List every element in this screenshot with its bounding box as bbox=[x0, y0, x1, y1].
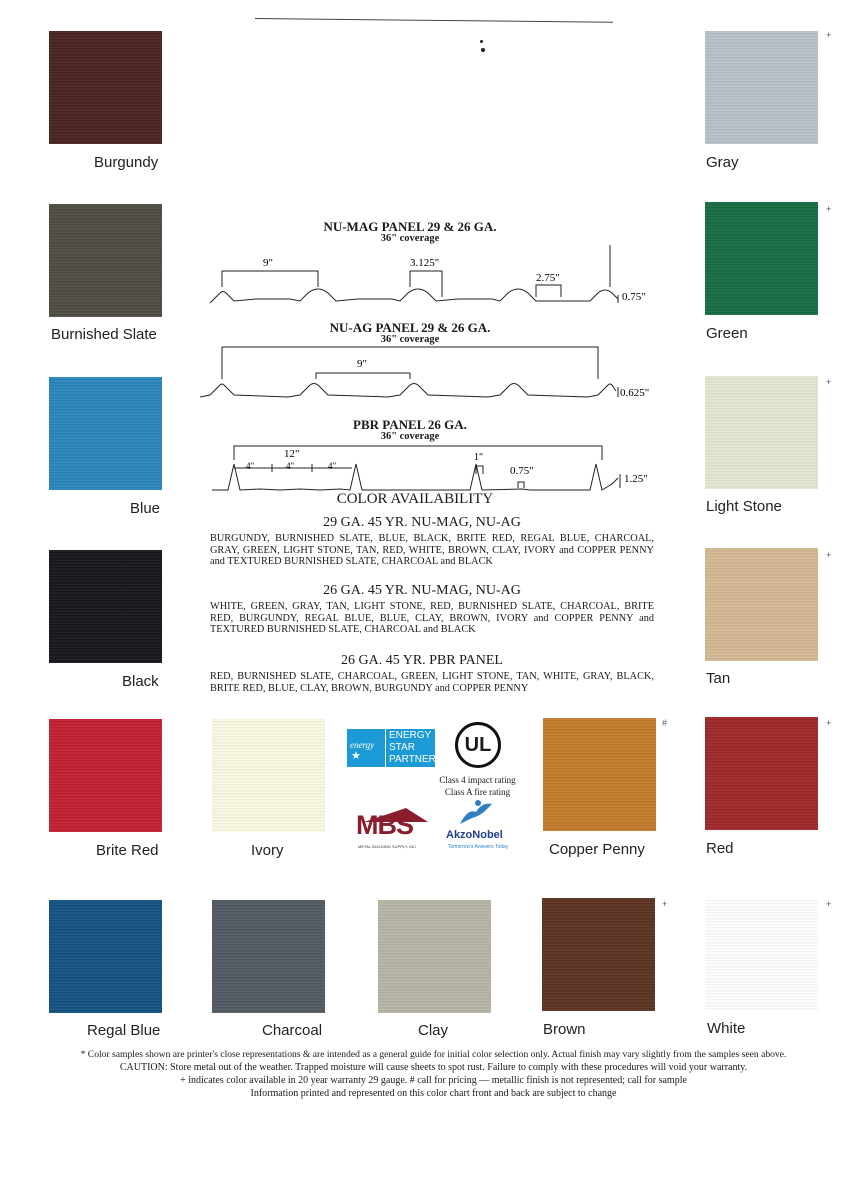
swatch-label-green: Green bbox=[706, 325, 748, 342]
swatch-clay bbox=[378, 900, 491, 1013]
numag-dim-075: 0.75" bbox=[622, 291, 646, 303]
availability-section-body: RED, BURNISHED SLATE, CHARCOAL, GREEN, LIGHT STONE, TAN, WHITE, GRAY, BLACK, BRITE RED, BLUE, CLAY, BROWN, BURGUNDY and COPPER PENNY bbox=[210, 671, 654, 694]
mbs-mark: MBS bbox=[356, 810, 413, 840]
availability-section-body: WHITE, GREEN, GRAY, TAN, LIGHT STONE, RED, BURNISHED SLATE, CHARCOAL, BRITE RED, BURGUNDY, REGAL BLUE, BLUE, CLAY, BROWN, IVORY and COPPER PENNY and TEXTURED BURNISHED SLATE, CHARCOAL and BLACK bbox=[210, 601, 654, 635]
energy-star-line: PARTNER bbox=[389, 754, 436, 765]
ul-rating: Class A fire rating bbox=[444, 787, 511, 797]
swatch-label-white: White bbox=[707, 1020, 746, 1037]
akzonobel-figure-icon bbox=[456, 798, 496, 828]
swatch-light-stone bbox=[705, 376, 818, 489]
akzonobel-tagline: Tomorrow's Answers Today bbox=[448, 844, 509, 850]
nuag-profile-diagram bbox=[200, 345, 670, 405]
pbr-dim-4c: 4" bbox=[328, 461, 337, 471]
swatch-label-brite-red: Brite Red bbox=[96, 842, 159, 859]
ul-rating: Class 4 impact rating bbox=[439, 775, 516, 785]
swatch-brite-red bbox=[49, 719, 162, 832]
warranty-plus-mark: + bbox=[826, 204, 832, 214]
akzonobel-name: AkzoNobel bbox=[446, 829, 503, 841]
availability-section-body: BURGUNDY, BURNISHED SLATE, BLUE, BLACK, BRITE RED, REGAL BLUE, CHARCOAL, GRAY, GREEN, LIGHT STONE, TAN, RED, WHITE, BROWN, CLAY, IVORY and COPPER PENNY and TEXTURED BURNISHED SLATE, CHARCOAL and BLACK bbox=[210, 533, 654, 567]
pbr-dim-4a: 4" bbox=[246, 461, 255, 471]
swatch-tan bbox=[705, 548, 818, 661]
ul-logo bbox=[455, 722, 501, 768]
energy-star-script: energy bbox=[350, 740, 375, 750]
warranty-plus-mark: + bbox=[826, 899, 832, 909]
swatch-label-red: Red bbox=[706, 840, 734, 857]
swatch-white bbox=[705, 898, 818, 1011]
swatch-label-burnished-slate: Burnished Slate bbox=[51, 326, 157, 343]
pbr-dim-1: 1" bbox=[474, 452, 484, 463]
swatch-green bbox=[705, 202, 818, 315]
pbr-panel-coverage: 36" coverage bbox=[380, 431, 440, 442]
swatch-ivory bbox=[212, 719, 325, 832]
warranty-plus-mark: + bbox=[826, 377, 832, 387]
swatch-label-brown: Brown bbox=[543, 1021, 586, 1038]
numag-panel-title: NU-MAG PANEL 29 & 26 GA. bbox=[323, 219, 497, 234]
pbr-panel-title: PBR PANEL 26 GA. bbox=[353, 417, 467, 432]
footer-subject-to-change: Information printed and represented on this color chart front and back are subject to change bbox=[250, 1088, 617, 1099]
mbs-logo bbox=[354, 806, 432, 854]
warranty-plus-mark: + bbox=[826, 30, 832, 40]
swatch-copper-penny bbox=[543, 718, 656, 831]
swatch-burgundy bbox=[49, 31, 162, 144]
swatch-label-tan: Tan bbox=[706, 670, 731, 687]
warranty-plus-mark: + bbox=[826, 550, 832, 560]
swatch-label-burgundy: Burgundy bbox=[94, 154, 159, 171]
swatch-label-light-stone: Light Stone bbox=[706, 498, 782, 515]
swatch-brown bbox=[542, 898, 655, 1011]
top-rule bbox=[255, 18, 613, 23]
footer-warranty-note: + indicates color available in 20 year warranty 29 gauge. # call for pricing — metallic finish is not represented; call for sample bbox=[180, 1075, 687, 1086]
swatch-blue bbox=[49, 377, 162, 490]
mbs-sub: METAL BUILDING SUPPLY, INC bbox=[358, 844, 417, 849]
ul-mark: UL bbox=[464, 734, 492, 756]
swatch-label-blue: Blue bbox=[130, 500, 161, 517]
numag-panel-coverage: 36" coverage bbox=[380, 233, 440, 244]
swatch-label-charcoal: Charcoal bbox=[262, 1022, 323, 1039]
numag-dim-9: 9" bbox=[263, 257, 273, 269]
akzonobel-logo bbox=[438, 798, 518, 854]
swatch-label-regal-blue: Regal Blue bbox=[87, 1022, 161, 1039]
availability-heading: COLOR AVAILABILITY bbox=[336, 491, 494, 507]
warranty-plus-mark: + bbox=[662, 899, 668, 909]
energy-star-line: ENERGY bbox=[389, 730, 432, 741]
swatch-regal-blue bbox=[49, 900, 162, 1013]
pbr-dim-4b: 4" bbox=[286, 461, 295, 471]
swatch-red bbox=[705, 717, 818, 830]
pbr-profile-diagram bbox=[200, 444, 670, 494]
swatch-charcoal bbox=[212, 900, 325, 1013]
nuag-panel-title: NU-AG PANEL 29 & 26 GA. bbox=[329, 320, 491, 335]
energy-star-line: STAR bbox=[389, 742, 415, 753]
pbr-dim-12: 12" bbox=[284, 448, 300, 460]
swatch-label-copper-penny: Copper Penny bbox=[549, 841, 645, 858]
swatch-burnished-slate bbox=[49, 204, 162, 317]
availability-section-title: 26 GA. 45 YR. NU-MAG, NU-AG bbox=[323, 583, 521, 598]
swatch-label-gray: Gray bbox=[706, 154, 739, 171]
scan-dot bbox=[480, 40, 483, 43]
swatch-label-ivory: Ivory bbox=[251, 842, 284, 859]
availability-section-title: 26 GA. 45 YR. PBR PANEL bbox=[341, 653, 503, 668]
numag-dim-3125: 3.125" bbox=[410, 257, 440, 269]
call-for-pricing-mark: # bbox=[662, 718, 668, 728]
pbr-dim-075: 0.75" bbox=[510, 465, 534, 477]
warranty-plus-mark: + bbox=[826, 718, 832, 728]
scan-dot bbox=[481, 48, 485, 52]
numag-dim-275: 2.75" bbox=[536, 272, 560, 284]
availability-section-title: 29 GA. 45 YR. NU-MAG, NU-AG bbox=[323, 515, 521, 530]
pbr-dim-125: 1.25" bbox=[624, 473, 648, 485]
footer-disclaimer: * Color samples shown are printer's close representations & are intended as a general guide for initial color selection only. Actual finish may vary slightly from the samples seen above. bbox=[80, 1049, 787, 1060]
swatch-black bbox=[49, 550, 162, 663]
swatch-gray bbox=[705, 31, 818, 144]
nuag-panel-coverage: 36" coverage bbox=[380, 334, 440, 345]
swatch-label-black: Black bbox=[122, 673, 159, 690]
numag-profile-diagram bbox=[200, 245, 670, 310]
swatch-label-clay: Clay bbox=[418, 1022, 449, 1039]
energy-star-icon: ★ bbox=[351, 750, 361, 762]
footer-caution: CAUTION: Store metal out of the weather. Trapped moisture will cause sheets to spot rust. Failure to comply with these procedures will void your warranty. bbox=[119, 1062, 748, 1073]
energy-star-logo bbox=[347, 729, 435, 767]
nuag-dim-9: 9" bbox=[357, 358, 367, 370]
nuag-dim-0625: 0.625" bbox=[620, 387, 650, 399]
